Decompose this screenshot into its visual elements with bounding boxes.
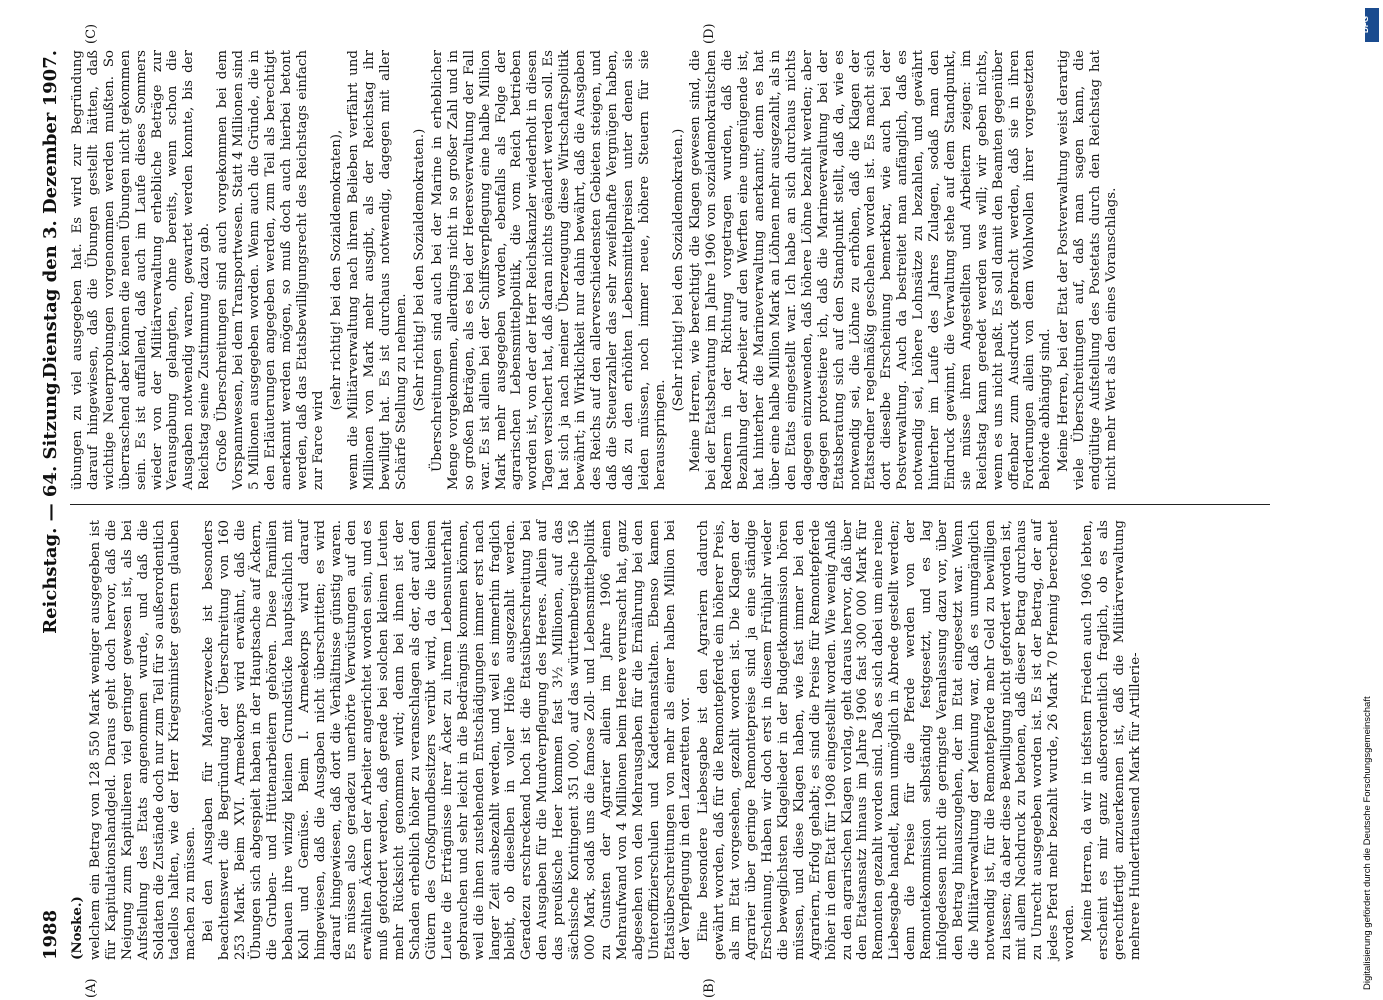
column-divider bbox=[70, 504, 1270, 505]
document-page bbox=[22, 23, 1322, 998]
margin-letter-b: (B) bbox=[702, 978, 717, 998]
speaker-name: (Noske.) bbox=[69, 896, 85, 960]
paragraph: Große Überschreitungen sind auch vorgekommen bei dem Vorspannwesen, bei dem Transportwesen. Statt 4 Millionen sind 5 Millionen ausgegeben worden. Wenn auch die Gründe, die in den Erläuterungen angegeben werden, zum Teil als berechtigt anerkannt werden mögen, so muß doch auch hierbei betont werden, daß das Etatsbewilligungsrecht des Reichstags einfach zur Farce wird bbox=[215, 50, 326, 490]
running-head bbox=[40, 50, 74, 960]
paragraph: wenn die Militärverwaltung nach ihrem Belieben verfährt und Millionen von Mark mehr ausgibt, als der Reichstag ihr bewilligt hat. Es ist durchaus notwendig, dagegen mit aller Schärfe Stellung zu nehmen. bbox=[346, 50, 410, 490]
left-column bbox=[70, 520, 1146, 960]
paragraph: übungen zu viel ausgegeben hat. Es wird zur Begründung darauf hingewiesen, daß die Übungen gestellt hätten, daß wichtige Neuerprobungen vorgenommen werden mußten. So überraschend aber können die neuen Übungen nicht gekommen sein. Es ist auffallend, daß auch im Laufe dieses Sommers wieder von der Militärverwaltung erhebliche Beträge zur Verausgabung gelangten, ohne bereits, wenn schon die Ausgaben notwendig waren, gewartet werden konnte, bis der Reichstag seine Zustimmung dazu gab. bbox=[70, 50, 213, 490]
dfg-logo: DFG bbox=[1365, 8, 1379, 42]
margin-letter-d: (D) bbox=[702, 23, 717, 44]
right-column bbox=[70, 50, 1122, 490]
interjection: (Sehr richtig! bei den Sozialdemokraten.) bbox=[412, 128, 428, 412]
session-date: Dienstag den 3. Dezember 1907. bbox=[40, 50, 61, 379]
page-number: 1988 bbox=[40, 909, 61, 960]
interjection: (Sehr richtig! bei den Sozialdemokraten.) bbox=[670, 128, 686, 412]
paragraph: welchem ein Betrag von 128 550 Mark weniger ausgegeben ist für Kapitulationshandgeld. Daraus geht doch hervor, daß die Neigung zum Kapitulieren viel geringer gewesen ist, als bei Aufstellung des Etats angenommen wurde, und daß die Soldaten die Zustände doch nur zum Teil für so außerordentlich tadellos halten, wie der Herr Kriegsminister gestern glauben machen zu müssen. bbox=[87, 520, 199, 960]
paragraph: Meine Herren, da wir in tiefstem Frieden auch 1906 lebten, erscheint es mir ganz außerordentlich fraglich, ob es als gerechtfertigt anzuerkennen ist, daß die Militärverwaltung mehrere Hunderttausend Mark für Artillerie- bbox=[1080, 520, 1143, 960]
paragraph: Eine besondere Liebesgabe ist den Agrariern dadurch gewährt worden, daß für die Remontepferde ein höherer Preis, als im Etat vorgesehen, gezahlt worden ist. Die Klagen der Agrarier über geringe Remontepreise sind ja eine ständige Erscheinung. Haben wir doch erst in diesem Frühjahr wieder die beweglichsten Klagelieder in der Budgetkommission hören müssen, und diese Klagen haben, wie fast immer bei den Agrariern, Erfolg gehabt; es sind die Preise für Remontepferde höher in dem Etat für 1908 eingestellt worden. Wie wenig Anlaß zu den agrarischen Klagen vorlag, geht daraus hervor, daß über den Etatsansatz hinaus im Jahre 1906 fast 300 000 Mark für Remonten gezahlt worden sind. Daß es sich dabei um eine reine Liebesgabe handelt, kann unmöglich in Abrede gestellt werden; denn die Preise für die Pferde werden von der Remontekommission selbständig festgesetzt, und es lag infolgedessen nicht die geringste Veranlassung dazu vor, über den Betrag hinauszugehen, der im Etat eingesetzt war. Wenn die Militärverwaltung der Meinung war, daß es unumgänglich notwendig ist, für die Remontepferde mehr Geld zu bewilligen zu lassen; da aber diese Bewilligung nicht gefordert worden ist, mit allem Nachdruck zu betonen, daß dieser Betrag durchaus zu Unrecht ausgegeben worden ist. Es ist der Betrag, der auf jedes Pferd mehr bezahlt wurde, 26 Mark 70 Pfennig berechnet worden. bbox=[696, 520, 1078, 960]
session-title: Reichstag. — 64. Sitzung. bbox=[40, 376, 61, 634]
interjection: (sehr richtig! bei den Sozialdemokraten), bbox=[328, 129, 344, 411]
digitization-note bbox=[1362, 10, 1378, 990]
paragraph: Meine Herren, wie berechtigt die Klagen gewesen sind, die bei der Etatsberatung im Jahre 1906 von sozialdemokratischen Rednern in der Richtung vorgetragen wurden, daß die Bezahlung der Arbeiter auf den Werften eine ungenügende ist, hat hinterher die Marineverwaltung anerkannt; denn es hat über eine halbe Million Mark an Löhnen mehr ausgezahlt, als in den Etats eingestellt war. Ich habe an sich durchaus nichts dagegen einzuwenden, daß höhere Löhne bezahlt werden; aber dagegen protestiere ich, daß die Marineverwaltung bei der Etatsberatung sich auf den Standpunkt stellt, daß da, wie es notwendig sei, die Löhne zu erhöhen, daß die Klagen der Etatsredner regelmäßig geschehen worden ist. Es macht sich dort dieselbe Erscheinung bemerkbar, wie auch bei der Postverwaltung. Auch da bestreitet man anfänglich, daß es notwendig sei, höhere Lohnsätze zu bezahlen, und gewährt hinterher im Laufe des Jahres Zulagen, sodaß man den Eindruck gewinnt, die Verwaltung stehe auf dem Standpunkt, sie müsse ihren Angestellten und Arbeitern zeigen: im Reichstag kann geredet werden was will; wir geben nichts, wenn es uns nicht paßt. Es soll damit den Beamten gegenüber offenbar zum Ausdruck gebracht werden, daß sie in ihren Forderungen allein von dem Wohlwollen ihrer vorgesetzten Behörde abhängig sind. bbox=[688, 50, 1054, 490]
margin-letter-a: (A) bbox=[84, 978, 99, 998]
paragraph: Überschreitungen sind auch bei der Marine in erheblicher Menge vorgekommen, allerdings nicht in so großer Zahl und in so großen Beträgen, als es bei der Heeresverwaltung der Fall war. Es ist allein bei der Schiffsverpflegung eine halbe Million Mark mehr ausgegeben worden, ebenfalls als Folge der agrarischen Lebensmittelpolitik, die vom Reich betrieben worden ist, von der der Herr Reichskanzler wiederholt in diesen Tagen versichert hat, daß daran nichts geändert werden soll. Es hat sich ja nach meiner Überzeugung diese Wirtschaftspolitik bewährt; in Wirklichkeit nur dahin bewährt, daß die Ausgaben des Reichs auf den allerverschiedensten Gebieten steigen, und daß die Steuerzahler das sehr zweifelhafte Vergnügen haben, daß zu den erhöhten Lebensmittelpreisen unter denen sie leiden müssen, noch immer neue, höhere Steuern für sie herausspringen. bbox=[429, 50, 668, 490]
margin-letter-c: (C) bbox=[84, 23, 99, 44]
digitization-note-text: Digitalisierung gefördert durch die Deutsche Forschungsgemeinschaft bbox=[1362, 696, 1373, 990]
paragraph: Bei den Ausgaben für Manöverzwecke ist besonders beachtenswert die Begründung der Überschreitung von 160 253 Mark. Beim XVI. Armeekorps wird erwähnt, daß die Übungen sich abgespielt haben in der Hauptsache auf Äckern, die Gruben- und Hüttenarbeitern gehören. Diese Familien bebauen ihre winzig kleinen Grundstücke hauptsächlich mit Kohl und Gemüse. Beim I. Armeekorps wird darauf hingewiesen, daß die Ausgaben nicht überschritten; es wird darauf hingewiesen, daß dort die Verhältnisse günstig waren. Es müssen also geradezu unerhörte Verwüstungen auf den erwählten Äckern der Arbeiter angerichtet worden sein, und es muß gefordert werden, daß gerade bei solchen kleinen Leuten mehr Rücksicht genommen wird; denn bei ihnen ist der Schaden erheblich höher zu veranschlagen als der, der auf den Gütern des Großgrundbesitzers verübt wird, da die kleinen Leute die Erträgnisse ihrer Äcker zu ihrem Lebensunterhalt gebrauchen und sehr leicht in die Bedrängnis kommen können, weil die ihnen zustehenden Entschädigungen immer erst nach langer Zeit ausbezahlt werden, und weil es immerhin fraglich bleibt, ob dieselben in voller Höhe ausgezahlt werden. Geradezu erschreckend hoch ist die Etatsüberschreitung bei den Ausgaben für die Mundverpflegung des Heeres. Allein auf das preußische Heer kommen fast 3½ Millionen, auf das sächsische Kontingent 351 000, auf das württembergische 156 000 Mark, sodaß uns die famose Zoll- und Lebensmittelpolitik zu Gunsten der Agrarier allein im Jahre 1906 einen Mehraufwand von 4 Millionen beim Heere verursacht hat, ganz abgesehen von den Mehrausgaben für die Ernährung bei den Unteroffizierschulen und Kadettenanstalten. Ebenso kamen Etatsüberschreitungen von mehr als einer halben Million bei der Verpflegung in den Lazaretten vor. bbox=[201, 520, 694, 960]
paragraph: Meine Herren, bei der Etat der Postverwaltung weist derartig viele Überschreitungen auf, daß man sagen kann, die endgültige Aufstellung des Postetats durch den Reichstag hat nicht mehr Wert als den eines Voranschlags. bbox=[1056, 50, 1119, 490]
